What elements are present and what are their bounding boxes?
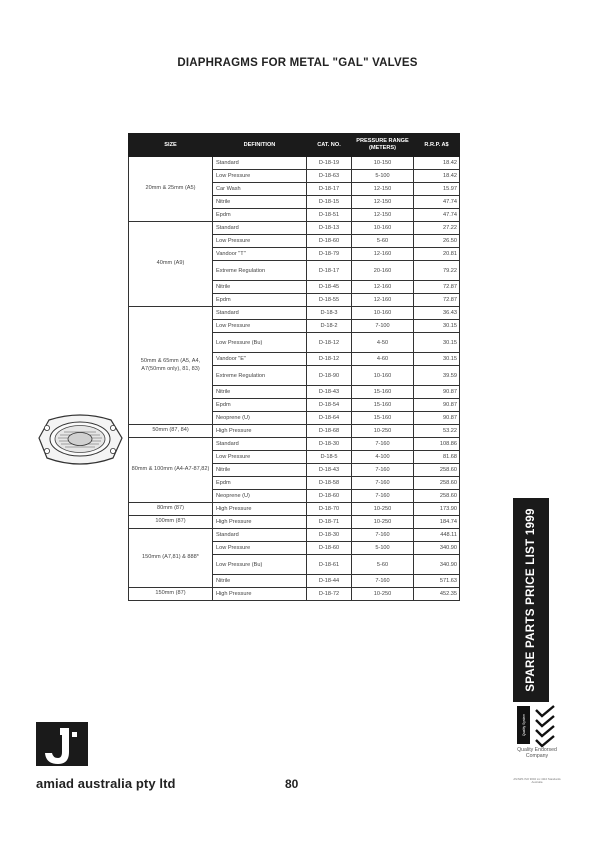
pressure-range-cell: 7-160 <box>352 490 414 503</box>
pressure-range-cell: 7-160 <box>352 575 414 588</box>
cat-no-cell: D-18-2 <box>307 320 352 333</box>
quality-check-marks-icon <box>534 704 558 748</box>
cat-no-cell: D-18-43 <box>307 464 352 477</box>
definition-cell: Extreme Regulation <box>213 261 307 281</box>
rrp-cell: 81.68 <box>414 451 460 464</box>
table-row <box>129 222 460 235</box>
rrp-cell: 258.60 <box>414 464 460 477</box>
size-cell: 50mm (87, 84) <box>129 425 213 438</box>
cat-no-cell: D-18-55 <box>307 294 352 307</box>
cat-no-cell: D-18-71 <box>307 516 352 529</box>
pressure-range-cell: 10-160 <box>352 366 414 386</box>
quality-endorsed-label: Quality Endorsed Company <box>517 747 557 759</box>
pressure-range-cell: 7-160 <box>352 464 414 477</box>
cat-no-cell: D-18-70 <box>307 503 352 516</box>
size-cell: 50mm & 65mm (A5, A4, A7(50mm only), 81, 83) <box>129 307 213 425</box>
rrp-cell: 72.87 <box>414 294 460 307</box>
pressure-range-cell: 20-160 <box>352 261 414 281</box>
table-row <box>129 588 460 601</box>
rrp-cell: 39.59 <box>414 366 460 386</box>
definition-cell: High Pressure <box>213 516 307 529</box>
pressure-range-cell: 10-150 <box>352 157 414 170</box>
table-row <box>129 307 460 320</box>
definition-cell: Nitrile <box>213 464 307 477</box>
cat-no-cell: D-18-63 <box>307 170 352 183</box>
definition-cell: Nitrile <box>213 196 307 209</box>
definition-cell: Neoprene (U) <box>213 490 307 503</box>
cat-no-cell: D-18-54 <box>307 399 352 412</box>
pressure-range-cell: 10-160 <box>352 222 414 235</box>
cat-no-cell: D-18-60 <box>307 542 352 555</box>
pressure-range-cell: 7-160 <box>352 438 414 451</box>
definition-cell: Standard <box>213 307 307 320</box>
definition-cell: Neoprene (U) <box>213 412 307 425</box>
cat-no-cell: D-18-44 <box>307 575 352 588</box>
rrp-cell: 452.35 <box>414 588 460 601</box>
rrp-cell: 53.22 <box>414 425 460 438</box>
definition-cell: High Pressure <box>213 503 307 516</box>
table-header-row <box>129 134 460 157</box>
size-cell: 80mm & 100mm (A4-A7-87,82) <box>129 438 213 503</box>
rrp-cell: 26.50 <box>414 235 460 248</box>
quality-licence-text: AS/NZS ISO 9002 Lic 4110 Standards Australia <box>513 777 561 785</box>
definition-cell: Low Pressure <box>213 320 307 333</box>
side-tab-label: SPARE PARTS PRICE LIST 1999 <box>525 508 537 692</box>
pressure-range-cell: 15-160 <box>352 412 414 425</box>
definition-cell: High Pressure <box>213 425 307 438</box>
definition-cell: Nitrile <box>213 575 307 588</box>
definition-cell: Nitrile <box>213 386 307 399</box>
cat-no-cell: D-18-43 <box>307 386 352 399</box>
cat-no-cell: D-18-30 <box>307 438 352 451</box>
rrp-cell: 90.87 <box>414 386 460 399</box>
definition-cell: Extreme Regulation <box>213 366 307 386</box>
table-row <box>129 529 460 542</box>
rrp-cell: 340.90 <box>414 555 460 575</box>
pressure-range-cell: 5-60 <box>352 555 414 575</box>
company-name: amiad australia pty ltd <box>36 776 176 791</box>
rrp-cell: 340.90 <box>414 542 460 555</box>
table-row <box>129 425 460 438</box>
cat-no-cell: D-18-64 <box>307 412 352 425</box>
pressure-range-cell: 7-160 <box>352 529 414 542</box>
cat-no-cell: D-18-12 <box>307 333 352 353</box>
cat-no-cell: D-18-58 <box>307 477 352 490</box>
cat-no-cell: D-18-30 <box>307 529 352 542</box>
pressure-range-cell: 4-100 <box>352 451 414 464</box>
rrp-cell: 47.74 <box>414 196 460 209</box>
pressure-range-cell: 12-160 <box>352 281 414 294</box>
rrp-cell: 27.22 <box>414 222 460 235</box>
page-number: 80 <box>285 777 299 791</box>
table-row <box>129 438 460 451</box>
rrp-cell: 36.43 <box>414 307 460 320</box>
pressure-range-cell: 10-250 <box>352 425 414 438</box>
cat-no-cell: D-18-17 <box>307 261 352 281</box>
cat-no-cell: D-18-13 <box>307 222 352 235</box>
cat-no-cell: D-18-90 <box>307 366 352 386</box>
diaphragm-illustration <box>33 408 127 472</box>
cat-no-cell: D-18-61 <box>307 555 352 575</box>
definition-cell: High Pressure <box>213 588 307 601</box>
pressure-range-cell: 12-150 <box>352 183 414 196</box>
rrp-cell: 20.81 <box>414 248 460 261</box>
pressure-range-cell: 10-250 <box>352 588 414 601</box>
cat-no-cell: D-18-12 <box>307 353 352 366</box>
size-cell: 80mm (87) <box>129 503 213 516</box>
rrp-cell: 72.87 <box>414 281 460 294</box>
definition-cell: Standard <box>213 157 307 170</box>
cat-no-cell: D-18-51 <box>307 209 352 222</box>
pressure-range-cell: 5-100 <box>352 170 414 183</box>
header-cat-no: CAT. NO. <box>307 134 352 157</box>
definition-cell: Epdm <box>213 209 307 222</box>
cat-no-cell: D-18-3 <box>307 307 352 320</box>
cat-no-cell: D-18-45 <box>307 281 352 294</box>
rrp-cell: 571.63 <box>414 575 460 588</box>
pressure-range-cell: 5-100 <box>352 542 414 555</box>
header-pressure-range: PRESSURE RANGE (METERS) <box>352 134 414 157</box>
rrp-cell: 18.42 <box>414 170 460 183</box>
definition-cell: Epdm <box>213 399 307 412</box>
table-body <box>129 157 460 601</box>
cat-no-cell: D-18-15 <box>307 196 352 209</box>
cat-no-cell: D-18-60 <box>307 235 352 248</box>
pressure-range-cell: 15-160 <box>352 399 414 412</box>
rrp-cell: 15.97 <box>414 183 460 196</box>
amiad-logo-icon <box>36 722 88 774</box>
definition-cell: Low Pressure (Bu) <box>213 333 307 353</box>
header-definition: DEFINITION <box>213 134 307 157</box>
pressure-range-cell: 10-250 <box>352 516 414 529</box>
rrp-cell: 30.15 <box>414 353 460 366</box>
pressure-range-cell: 4-60 <box>352 353 414 366</box>
cat-no-cell: D-18-60 <box>307 490 352 503</box>
rrp-cell: 90.87 <box>414 399 460 412</box>
definition-cell: Low Pressure <box>213 542 307 555</box>
definition-cell: Epdm <box>213 294 307 307</box>
table-row <box>129 503 460 516</box>
definition-cell: Low Pressure (Bu) <box>213 555 307 575</box>
rrp-cell: 47.74 <box>414 209 460 222</box>
pressure-range-cell: 10-250 <box>352 503 414 516</box>
rrp-cell: 30.15 <box>414 333 460 353</box>
size-cell: 40mm (A9) <box>129 222 213 307</box>
rrp-cell: 173.90 <box>414 503 460 516</box>
cat-no-cell: D-18-79 <box>307 248 352 261</box>
rrp-cell: 30.15 <box>414 320 460 333</box>
header-rrp: R.R.P. A$ <box>414 134 460 157</box>
definition-cell: Standard <box>213 438 307 451</box>
definition-cell: Nitrile <box>213 281 307 294</box>
size-cell: 100mm (87) <box>129 516 213 529</box>
page-title: DIAPHRAGMS FOR METAL "GAL" VALVES <box>177 57 418 69</box>
cat-no-cell: D-18-5 <box>307 451 352 464</box>
size-cell: 20mm & 25mm (A5) <box>129 157 213 222</box>
rrp-cell: 184.74 <box>414 516 460 529</box>
quality-system-text: Quality System <box>521 713 526 737</box>
cat-no-cell: D-18-68 <box>307 425 352 438</box>
pressure-range-cell: 7-100 <box>352 320 414 333</box>
pressure-range-cell: 12-150 <box>352 209 414 222</box>
rrp-cell: 90.87 <box>414 412 460 425</box>
rrp-cell: 258.60 <box>414 490 460 503</box>
pressure-range-cell: 12-150 <box>352 196 414 209</box>
definition-cell: Epdm <box>213 477 307 490</box>
rrp-cell: 258.60 <box>414 477 460 490</box>
size-cell: 150mm (87) <box>129 588 213 601</box>
size-cell: 150mm (A7,81) & 888* <box>129 529 213 588</box>
pressure-range-cell: 4-50 <box>352 333 414 353</box>
rrp-cell: 448.11 <box>414 529 460 542</box>
definition-cell: Low Pressure <box>213 235 307 248</box>
cat-no-cell: D-18-19 <box>307 157 352 170</box>
rrp-cell: 108.86 <box>414 438 460 451</box>
pressure-range-cell: 10-160 <box>352 307 414 320</box>
cat-no-cell: D-18-72 <box>307 588 352 601</box>
header-size: SIZE <box>129 134 213 157</box>
cat-no-cell: D-18-17 <box>307 183 352 196</box>
definition-cell: Low Pressure <box>213 451 307 464</box>
definition-cell: Vandoor "T" <box>213 248 307 261</box>
pressure-range-cell: 15-160 <box>352 386 414 399</box>
diaphragm-price-table <box>128 133 460 601</box>
definition-cell: Low Pressure <box>213 170 307 183</box>
table-row <box>129 516 460 529</box>
definition-cell: Standard <box>213 529 307 542</box>
pressure-range-cell: 12-160 <box>352 248 414 261</box>
definition-cell: Standard <box>213 222 307 235</box>
pressure-range-cell: 7-160 <box>352 477 414 490</box>
pressure-range-cell: 12-160 <box>352 294 414 307</box>
rrp-cell: 18.42 <box>414 157 460 170</box>
definition-cell: Vandoor "E" <box>213 353 307 366</box>
rrp-cell: 79.22 <box>414 261 460 281</box>
pressure-range-cell: 5-60 <box>352 235 414 248</box>
definition-cell: Car Wash <box>213 183 307 196</box>
table-row <box>129 157 460 170</box>
